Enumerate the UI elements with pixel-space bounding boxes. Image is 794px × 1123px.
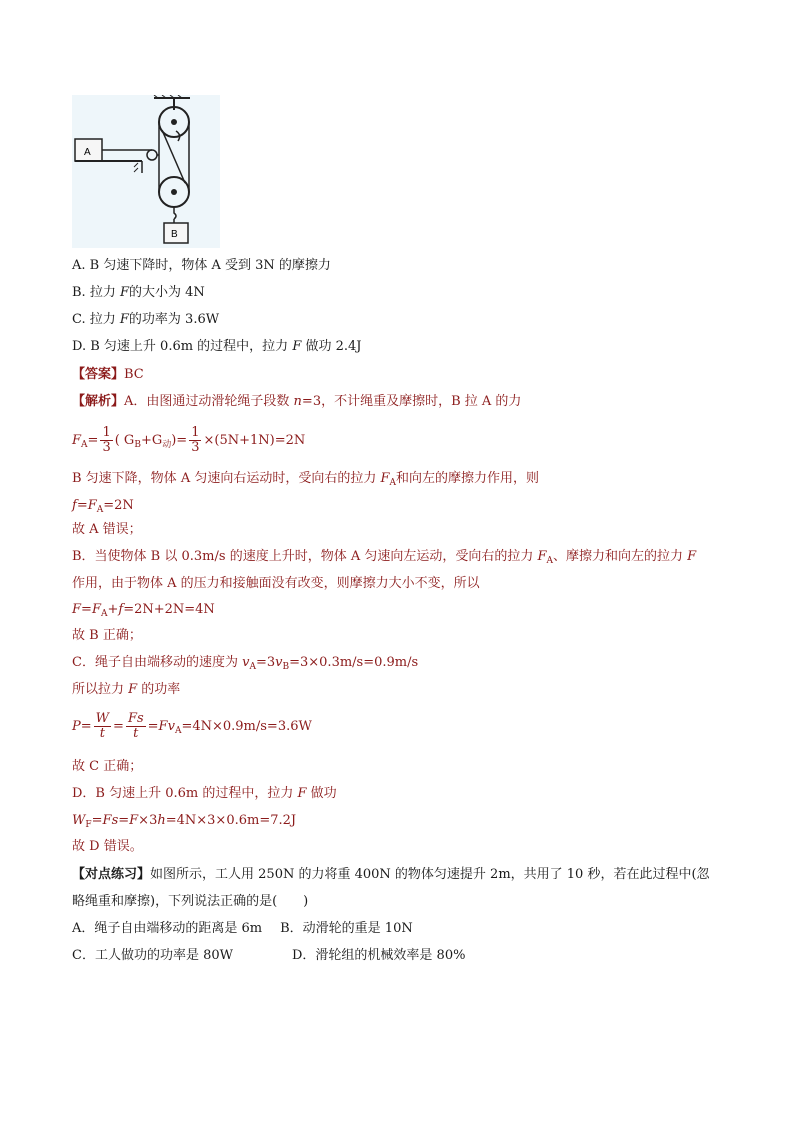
practice-option-c: C．工人做功的功率是 80W xyxy=(72,948,233,963)
analysis-b-cont: 作用，由于物体 A 的压力和接触面没有改变，则摩擦力大小不变，所以 xyxy=(72,576,480,591)
analysis-c-power: 所以拉力 F 的功率 xyxy=(72,682,181,697)
block-b-label: B xyxy=(171,229,178,240)
practice-question-cont: 略绳重和摩擦)，下列说法正确的是( ) xyxy=(72,894,309,909)
analysis-b-down: B 匀速下降，物体 A 匀速向右运动时，受向右的拉力 $F_A$和向左的摩擦力作用，则 xyxy=(72,471,540,488)
option-b: B. 拉力 F的大小为 4N xyxy=(72,285,205,300)
option-c: C. 拉力 F的功率为 3.6W xyxy=(72,312,220,327)
practice-options-ab xyxy=(72,920,413,938)
practice-option-b: B．动滑轮的重是 10N xyxy=(280,921,413,936)
equation-work: $W_F=Fs=F\times 3h=4N\times 3\times 0.6m=7.2J$ xyxy=(72,813,297,830)
conclusion-d: 故 D 错误。 xyxy=(72,839,143,854)
analysis-b: B．当使物体 B 以 0.3m/s 的速度上升时，物体 A 匀速向左运动，受向右的拉力 $F_A$、摩擦力和向左的拉力 F xyxy=(72,549,697,566)
analysis-d: D．B 匀速上升 0.6m 的过程中，拉力 F 做功 xyxy=(72,786,337,801)
block-a-label: A xyxy=(84,147,91,158)
practice-question: 【对点练习】如图所示，工人用 250N 的力将重 400N 的物体匀速提升 2m，共用了 10 秒，若在此过程中(忽 xyxy=(72,867,710,882)
equation-fa: $F_A=$ $\frac{1}{3}$ ( $G_B+G_动)=$ $\frac{1}{3}$ ×(5N+1N)=2N xyxy=(72,425,306,455)
equation-power: P= $\frac{W}{t}$ = $\frac{Fs}{t}$ $=Fv_A=4N\times 0.9m/s=3.6W$ xyxy=(72,711,312,741)
practice-option-d: D．滑轮组的机械效率是 80% xyxy=(292,948,466,963)
option-d: D. B 匀速上升 0.6m 的过程中，拉力 F 做功 2.4J xyxy=(72,339,362,354)
analysis-c: C．绳子自由端移动的速度为 $v_A=3v_B=3\times 0.3m/s=0.9m/s$ xyxy=(72,655,419,672)
pulley-diagram xyxy=(72,95,220,248)
option-a: A. B 匀速下降时，物体 A 受到 3N 的摩擦力 xyxy=(72,258,331,273)
practice-option-a: A．绳子自由端移动的距离是 6m xyxy=(72,921,263,936)
answer: 【答案】BC xyxy=(72,367,144,382)
conclusion-b: 故 B 正确； xyxy=(72,628,142,643)
equation-F: $F=F_A+f=2N+2N=4N$ xyxy=(72,602,215,619)
analysis-a-intro: 【解析】A．由图通过动滑轮绳子段数 n=3，不计绳重及摩擦时，B 拉 A 的力 xyxy=(72,394,522,409)
practice-options-cd xyxy=(72,947,465,965)
conclusion-c: 故 C 正确； xyxy=(72,759,143,774)
conclusion-a: 故 A 错误； xyxy=(72,522,142,537)
equation-f: $f=F_A=2N$ xyxy=(72,498,134,515)
